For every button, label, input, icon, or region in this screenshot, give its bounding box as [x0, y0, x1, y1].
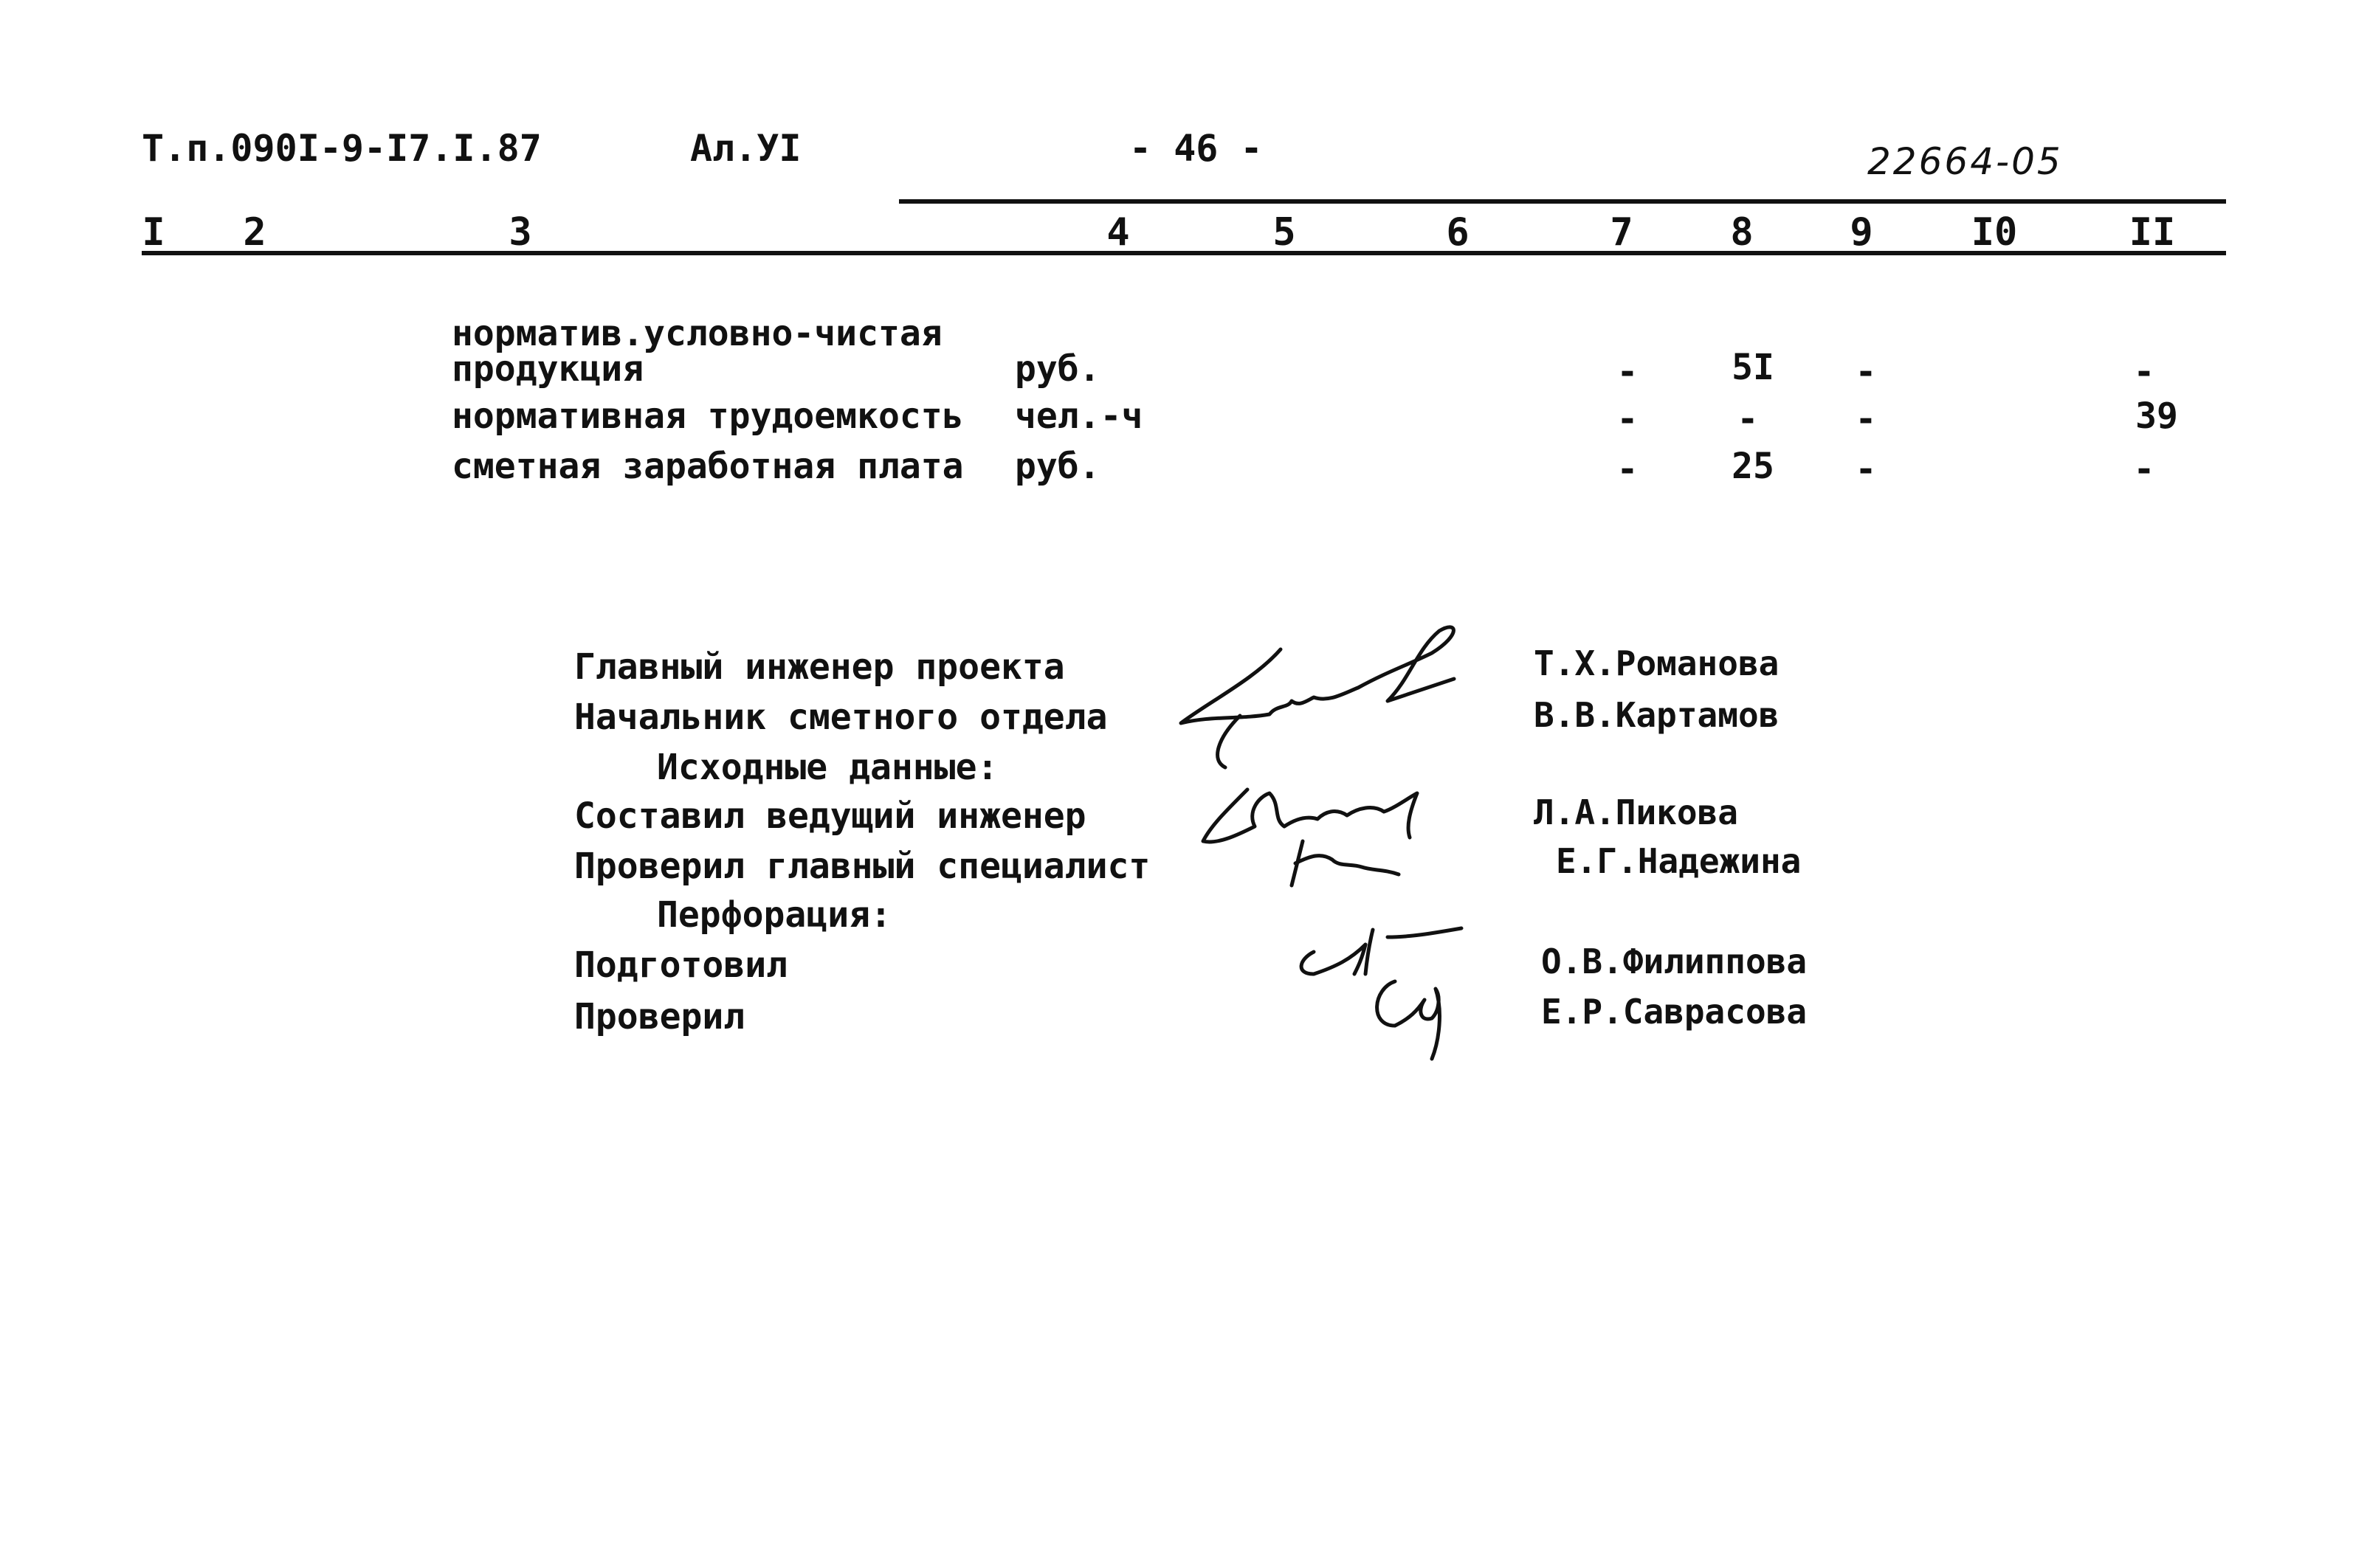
row-col11: - [2133, 449, 2155, 490]
row-unit: руб. [1015, 446, 1100, 487]
prepared-name: О.В.Филиппова [1541, 942, 1808, 981]
row-unit: чел.-ч [1015, 396, 1143, 437]
signature-chief-engineer [1166, 620, 1476, 782]
compiled-name: Л.А.Пикова [1534, 792, 1738, 832]
chief-engineer-label: Главный инженер проекта [574, 646, 1065, 688]
column-number: 3 [509, 210, 532, 255]
page-number: - 46 - [1129, 127, 1263, 170]
row-name: нормативная трудоемкость [452, 396, 964, 437]
column-number: II [2129, 210, 2176, 255]
row-col11: - [2133, 351, 2155, 393]
row-col7: - [1616, 351, 1639, 393]
estimate-head-name: В.В.Картамов [1534, 695, 1780, 735]
column-number: I [142, 210, 165, 255]
checked-chief-name: Е.Г.Надежина [1556, 841, 1802, 881]
inventory-number: 22664-05 [1867, 140, 2063, 183]
row-col9: - [1855, 351, 1877, 393]
row-name: сметная заработная плата [452, 446, 964, 487]
column-number: 2 [243, 210, 266, 255]
row-col11: 39 [2135, 396, 2178, 437]
album-number: Ал.УI [690, 127, 802, 170]
row-col7: - [1616, 449, 1639, 490]
chief-engineer-name: Т.Х.Романова [1534, 643, 1780, 683]
estimate-head-label: Начальник сметного отдела [574, 697, 1108, 738]
row-col9: - [1855, 449, 1877, 490]
row-col7: - [1616, 398, 1639, 440]
source-data-heading: Исходные данные: [657, 747, 999, 788]
column-number: 5 [1272, 210, 1296, 255]
row-col9: - [1855, 398, 1877, 440]
row-col8: - [1737, 398, 1759, 440]
column-number: 4 [1106, 210, 1130, 255]
perforation-heading: Перфорация: [657, 894, 892, 936]
column-number: 8 [1730, 210, 1754, 255]
compiled-label: Составил ведущий инженер [574, 795, 1086, 837]
row-col8: 5I [1732, 347, 1774, 388]
header-bottom-rule [142, 251, 2226, 255]
column-number: 7 [1610, 210, 1633, 255]
row-name-line1: норматив.условно-чистая [452, 313, 943, 354]
signature-checked-chief [1281, 834, 1413, 893]
row-unit: руб. [1015, 348, 1100, 390]
row-col8: 25 [1732, 446, 1774, 487]
row-name-line2: продукция [452, 348, 644, 390]
document-code: Т.п.090I-9-I7.I.87 [142, 127, 542, 170]
column-number: I0 [1971, 210, 2018, 255]
column-number: 9 [1850, 210, 1873, 255]
signature-prepared-checked [1284, 915, 1491, 1063]
checked-label: Проверил [574, 996, 745, 1037]
prepared-label: Подготовил [574, 944, 788, 986]
checked-chief-label: Проверил главный специалист [574, 846, 1151, 887]
column-number: 6 [1446, 210, 1470, 255]
checked-name: Е.Р.Саврасова [1541, 992, 1808, 1032]
header-top-rule [899, 199, 2226, 204]
